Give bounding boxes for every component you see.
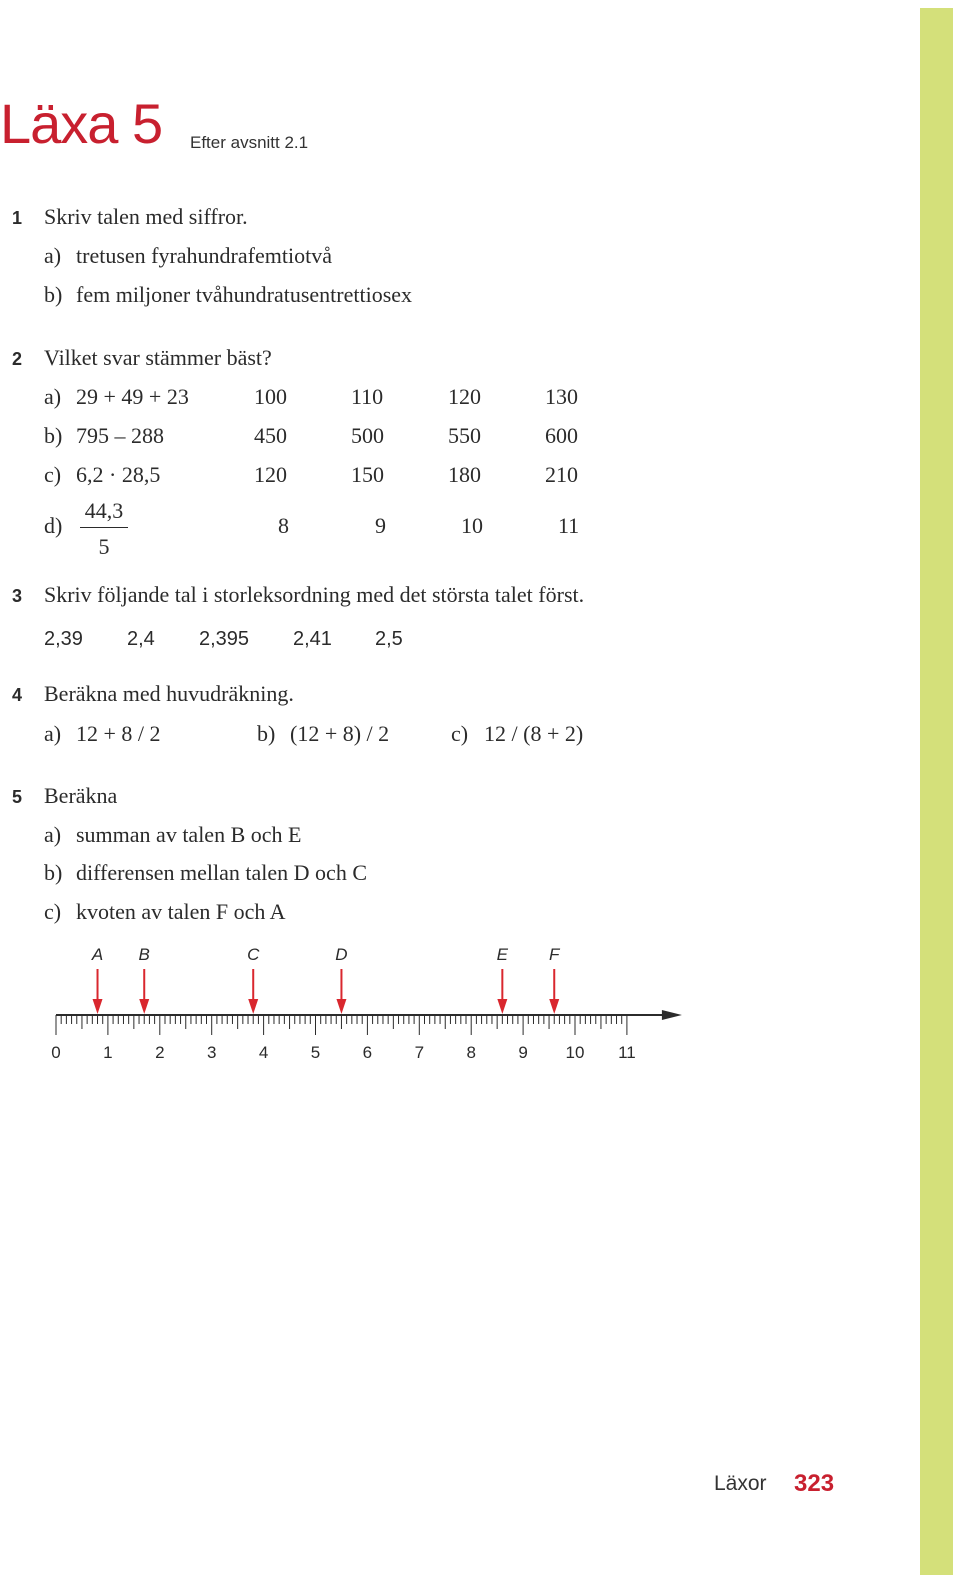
marker-arrow-head [93,999,103,1014]
item-label: b) [44,423,63,448]
question-number: 3 [12,586,23,606]
item-label: c) [44,899,62,924]
tick-label: 5 [310,1043,321,1062]
answer-option: 600 [545,423,578,448]
item-label: b) [44,860,63,885]
tick-label: 9 [518,1043,528,1062]
question-number: 4 [12,685,23,705]
item-label: b) [44,282,63,307]
value-item: 2,395 [199,628,250,650]
tick-label: 6 [362,1043,373,1062]
expression: 12 / (8 + 2) [484,721,584,746]
answer-option: 550 [448,423,481,448]
fraction-numerator: 44,3 [80,498,128,528]
expression: 6,2 · 28,5 [76,462,161,487]
page-number: 323 [794,1470,835,1497]
expression: (12 + 8) / 2 [290,721,390,746]
value-item: 2,41 [293,628,332,650]
answer-option: 210 [545,462,578,487]
item-label: b) [257,721,276,746]
marker-arrow-head [248,999,258,1014]
answer-option: 500 [351,423,384,448]
answer-option: 100 [254,384,287,409]
marker-label: C [247,945,260,964]
answer-option: 9 [375,513,386,538]
tick-label: 2 [155,1043,165,1062]
value-item: 2,39 [44,628,83,650]
item-label: d) [44,513,63,538]
fraction-denominator: 5 [98,534,110,559]
value-item: 2,4 [127,628,155,650]
answer-option: 130 [545,384,578,409]
page-subtitle: Efter avsnitt 2.1 [190,133,309,152]
value-item: 2,5 [375,628,403,650]
answer-option: 150 [351,462,384,487]
marker-label: F [549,945,560,964]
question-number: 1 [12,208,23,228]
marker-label: D [335,945,348,964]
tick-label: 1 [103,1043,113,1062]
tick-label: 0 [51,1043,61,1062]
marker-label: E [496,945,509,964]
question-number: 5 [12,787,23,807]
item-text: tretusen fyrahundrafemtiotvå [76,243,332,268]
question-text: Vilket svar stämmer bäst? [44,345,272,370]
item-text: kvoten av talen F och A [76,899,286,924]
page-title: Läxa 5 [0,92,163,155]
answer-option: 180 [448,462,481,487]
answer-option: 8 [278,513,289,538]
question-text: Skriv talen med siffror. [44,204,248,229]
footer-section-label: Läxor [714,1472,767,1495]
side-color-strip [920,8,953,1575]
item-label: c) [44,462,62,487]
marker-label: A [91,945,104,964]
tick-label: 10 [565,1043,585,1062]
tick-label: 8 [466,1043,476,1062]
answer-option: 120 [254,462,287,487]
item-label: c) [451,721,469,746]
expression: 795 – 288 [76,423,164,448]
item-label: a) [44,243,62,268]
marker-arrow-head [139,999,149,1014]
fraction [80,498,128,560]
expression: 12 + 8 / 2 [76,721,161,746]
question-number: 2 [12,349,23,369]
answer-option: 10 [461,513,483,538]
question-text: Skriv följande tal i storleksordning med det största talet först. [44,582,585,607]
marker-arrow-head [497,999,507,1014]
marker-label: B [138,945,150,964]
item-label: a) [44,822,62,847]
item-text: differensen mellan talen D och C [76,860,367,885]
expression: 29 + 49 + 23 [76,384,189,409]
tick-label: 4 [258,1043,269,1062]
answer-option: 120 [448,384,481,409]
number-line-arrowhead [662,1010,682,1020]
question-text: Beräkna med huvudräkning. [44,681,294,706]
question-text: Beräkna [44,783,118,808]
tick-label: 11 [618,1043,636,1062]
number-line [0,935,700,1075]
answer-option: 450 [254,423,287,448]
item-text: summan av talen B och E [76,822,302,847]
marker-arrow-head [336,999,346,1014]
item-text: fem miljoner tvåhundratusentrettiosex [76,282,413,307]
marker-arrow-head [549,999,559,1014]
item-label: a) [44,721,62,746]
answer-option: 110 [351,384,384,409]
item-label: a) [44,384,62,409]
tick-label: 7 [414,1043,425,1062]
tick-label: 3 [206,1043,217,1062]
answer-option: 11 [558,513,580,538]
